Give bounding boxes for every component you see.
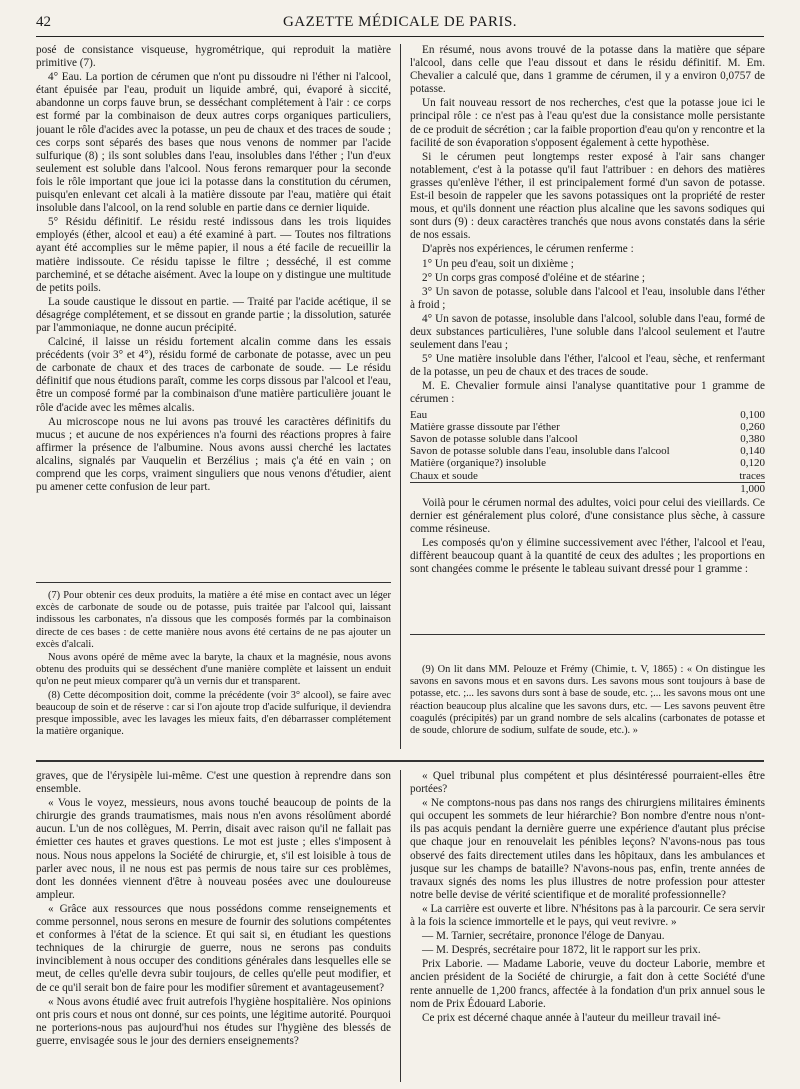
footnote: (7) Pour obtenir ces deux produits, la matière a été mise en contact avec un léger excès de carbonate de soude ou de potasse, puis traitée par l'alcool qui, laissant indissous les carbonates, n'a dissous que les composés formés par la combinaison directe de ces bases : de cette manière nous avons été certains de ne pas ajouter un excès d'alcali. xyxy=(36,590,391,650)
paragraph: « Vous le voyez, messieurs, nous avons touché beaucoup de points de la chirurgie des grands traumatismes, mais nous n'en avons résolûment abordé aucun. L'un de nos collègues, M. Perrin, disait avec raison qu'il ne fallait pas émietter ces hautes et graves questions. Le mot est juste ; elles s'imposent à nous. Nous nous appelons la Société de chirurgie, et, s'il est loisible à tous de parler avec nous, il ne nous est pas permis de nous taire sur ces problèmes, dont les données viennent d'être à nouveau posées avec une douloureuse ampleur. xyxy=(36,797,391,901)
paragraph: « Ne comptons-nous pas dans nos rangs des chirurgiens militaires éminents qui occupent les sommets de leur hiérarchie? Bon nombre d'entre nous n'ont-ils pas acquis pendant la dernière guerre une expérience d'autant plus précise que chaque jour en renouvelait les pénibles leçons? N'avons-nous pas tous observé des faits directement utiles dans les hôpitaux, dans les ambulances et jusque sur les champs de bataille? N'avons-nous pas, enfin, trente années de travaux signés des noms les plus illustres de notre profession pour attester notre belle devise de vérité scientifique et de moralité professionnelle? xyxy=(410,797,765,901)
paragraph: Si le cérumen peut longtemps rester exposé à l'air sans changer notablement, c'est à la potasse qu'il faut l'attribuer : en dehors des matières grasses qu'enlève l'éther, il est principalement formé d'un savon de potasse. Est-il besoin de rappeler que les savons potassiques ont la propriété de rester mous, et qu'ils donnent une réaction plus alcaline que les savons sodiques qui sont durs (9) : deux caractères tranchés que nous avons constatés dans la série de nos essais. xyxy=(410,150,765,242)
table-row xyxy=(410,433,765,445)
paragraph: Calciné, il laisse un résidu fortement alcalin comme dans les essais précédents (voir 3° et 4°), résidu formé de carbonate de potasse, avec un peu de carbonate de chaux et des traces de carbonate de soude. — Le résidu définitif que nous étudions paraît, comme les corps dissous par l'alcool et l'eau, être un composé formé par la combinaison d'une matière particulière jouant le rôle d'acide avec les mêmes alcalis. xyxy=(36,336,391,414)
footnote: Nous avons opéré de même avec la baryte, la chaux et la magnésie, nous avons obtenu des produits qui se desséchent d'une manière complète et laissent un enduit qu'on ne peut mieux comparer qu'à un vernis dur et transparent. xyxy=(36,652,391,688)
analysis-value: 0,380 xyxy=(740,432,765,445)
page-number: 42 xyxy=(36,14,51,30)
journal-title: GAZETTE MÉDICALE DE PARIS. xyxy=(282,14,518,30)
footnote-separator xyxy=(410,634,765,635)
paragraph: Voilà pour le cérumen normal des adultes, voici pour celui des vieillards. Ce dernier est généralement plus coloré, d'une consistance plus sèche, à cassure comme résineuse. xyxy=(410,496,765,536)
paragraph: 5° Résidu définitif. Le résidu resté indissous dans les trois liquides employés (éther, alcool et eau) a été examiné à part. — Toutes nos filtrations ayant été accomplies sur le même papier, il nous a été facile de recueillir la matière indissoute. Ce résidu tapisse le filtre ; desséché, il est comme parcheminé, et se détache aisément. Avec la loupe on y distingue une multitude de petits poils. xyxy=(36,216,391,294)
paragraph: graves, que de l'érysipèle lui-même. C'est une question à reprendre dans son ensemble. xyxy=(36,770,391,796)
analysis-value: 0,120 xyxy=(740,457,765,470)
table-row xyxy=(410,445,765,457)
paragraph: posé de consistance visqueuse, hygrométrique, qui reproduit la matière primitive (7). xyxy=(36,44,391,70)
page-header xyxy=(36,12,764,37)
bottom-right-column xyxy=(410,770,765,1082)
top-left-column xyxy=(36,44,391,572)
bottom-left-column xyxy=(36,770,391,1082)
paragraph: Au microscope nous ne lui avons pas trouvé les caractères définitifs du mucus ; et aucune de nos expériences n'a fourni des réactions propres à faire affirmer la présence de l'albumine. Nous avons aussi cherché les lactates alcalins, signalés par Vauquelin et Berzélius ; mais ç'a été en vain ; on comprend que les corps, vraiment singuliers que nous venons d'étudier, aient pu amener cette confusion de leur part. xyxy=(36,415,391,494)
paragraph: « Grâce aux ressources que nous possédons comme renseignements et comme personnel, nous serons en mesure de fournir des solutions compétentes et conformes à l'état de la science. Et qui sait si, en étudiant les questions techniques de la chirurgie de guerre, nous ne serons pas conduits invinciblement à nous occuper des conditions générales dans lesquelles elle se meut, de celles qu'elle devra subir toujours, de celles qu'elle peut modifier, et de ce qu'il serait bon de faire pour les modifier sûrement et avantageusement? xyxy=(36,902,391,994)
analysis-label: Chaux et soude xyxy=(410,469,478,482)
footnotes-left xyxy=(36,590,391,748)
paragraph: Prix Laborie. — Madame Laborie, veuve du docteur Laborie, membre et ancien président de la Société de chirurgie, a fait don à cette Société d'une rente annuelle de 1,200 francs, affectée à la fondation d'un prix annuel sous le nom de Prix Édouard Laborie. xyxy=(410,958,765,1010)
footnote: (8) Cette décomposition doit, comme la précédente (voir 3° alcool), se faire avec beaucoup de soin et de réserve : car si l'on ajoute trop d'acide sulfurique, il deviendra presque impossible, avec les lavages les mieux faits, d'en débarrasser complétement la matière organique. xyxy=(36,689,391,738)
paragraph: Un fait nouveau ressort de nos recherches, c'est que la potasse joue ici le principal rôle : ce n'est pas à l'eau qu'est due la consistance molle persistante de ce produit de sécrétion ; car la faible proportion d'eau qu'on y rencontre et la facilité de son évaporation s'opposent également à cette hypothèse. xyxy=(410,97,765,149)
paragraph: 3° Un savon de potasse, soluble dans l'alcool et l'eau, insoluble dans l'éther à froid ; xyxy=(410,285,765,311)
analysis-label: Matière (organique?) insoluble xyxy=(410,457,547,470)
paragraph: D'après nos expériences, le cérumen renferme : xyxy=(422,243,634,256)
analysis-table xyxy=(410,409,765,495)
analysis-label: Matière grasse dissoute par l'éther xyxy=(410,420,560,433)
analysis-value: 0,140 xyxy=(740,445,765,458)
paragraph: 2° Un corps gras composé d'oléine et de stéarine ; xyxy=(422,271,646,284)
paragraph: La soude caustique le dissout en partie. — Traité par l'acide acétique, il se désagrége complétement, et se dissout en grande partie ; la dissolution, saturée par l'ammoniaque, ne donne aucun précipité. xyxy=(36,295,391,334)
paragraph: 5° Une matière insoluble dans l'éther, l'alcool et l'eau, sèche, et renfermant de la potasse, un peu de chaux et des traces de soude. xyxy=(410,353,765,379)
table-row xyxy=(410,409,765,421)
analysis-label: Eau xyxy=(410,408,428,421)
paragraph: « Nous avons étudié avec fruit autrefois l'hygiène hospitalière. Nos opinions ont pris cours et nous ont donné, sur ces points, une légitime autorité. Pourquoi ne porterions-nous pas aujourd'hui nos études sur l'hygiène des blessés de guerre, envisagée sous le jour des derniers enseignements? xyxy=(36,995,391,1047)
table-row xyxy=(410,470,765,483)
footnote: (9) On lit dans MM. Pelouze et Frémy (Chimie, t. V, 1865) : « On distingue les savons en savons mous et en savons durs. Les savons mous sont toujours à base de potasse, etc. ;... les savons durs sont à base de soude, etc. ;... les savons mous ont une réaction beaucoup plus alcaline que les savons durs, etc. — Les savons peuvent être coagulés (précipités) par un grand nombre de sels alcalins (carbonates de potasse et de soude, chlorure de sodium, sulfate de soude, etc.). » xyxy=(410,664,765,737)
table-row xyxy=(410,457,765,469)
paragraph: M. E. Chevalier formule ainsi l'analyse quantitative pour 1 gramme de cérumen : xyxy=(410,380,765,406)
table-row xyxy=(410,421,765,433)
paragraph: 1° Un peu d'eau, soit un dixième ; xyxy=(422,257,574,270)
paragraph: « La carrière est ouverte et libre. N'hésitons pas à la parcourir. Ce sera servir à la fois la science immortelle et le pays, qui veut revivre. » xyxy=(410,902,765,929)
analysis-total: 1,000 xyxy=(719,482,765,495)
paragraph: — M. Tarnier, secrétaire, prononce l'éloge de Danyau. xyxy=(422,930,665,943)
paragraph: « Quel tribunal plus compétent et plus désintéressé pourraient-elles être portées? xyxy=(410,770,765,796)
footnote-separator xyxy=(36,582,391,583)
column-divider xyxy=(400,770,401,1082)
paragraph: Ce prix est décerné chaque année à l'auteur du meilleur travail iné- xyxy=(422,1011,721,1024)
paragraph: — M. Després, secrétaire pour 1872, lit le rapport sur les prix. xyxy=(422,944,701,957)
paragraph: Les composés qu'on y élimine successivement avec l'éther, l'alcool et l'eau, diffèrent beaucoup quant à la quantité de ceux des adultes ; les proportions en sont changées comme le présente le tableau suivant dressé pour 1 gramme : xyxy=(410,537,765,576)
table-total-row xyxy=(410,482,765,495)
analysis-value: 0,260 xyxy=(740,420,765,433)
footnote-right xyxy=(410,664,765,750)
paragraph: En résumé, nous avons trouvé de la potasse dans la matière que sépare l'alcool, dans celle que l'eau dissout et dans le résidu définitif. M. Em. Chevalier a calculé que, dans 1 gramme de cérumen, il y a environ 0,0757 de potasse. xyxy=(410,44,765,96)
analysis-label: Savon de potasse soluble dans l'alcool xyxy=(410,432,578,445)
paragraph: 4° Un savon de potasse, insoluble dans l'alcool, soluble dans l'eau, formé de deux substances particulières, l'une soluble dans l'alcool seulement et l'autre seulement dans l'eau ; xyxy=(410,312,765,352)
section-divider xyxy=(36,760,764,762)
top-right-column xyxy=(410,44,765,624)
analysis-value: 0,100 xyxy=(740,408,765,421)
analysis-label: Savon de potasse soluble dans l'eau, insoluble dans l'alcool xyxy=(410,445,670,458)
paragraph: 4° Eau. La portion de cérumen que n'ont pu dissoudre ni l'éther ni l'alcool, étant épuisée par l'eau, produit un liquide ambré, qui, évaporé à siccité, abandonne un corps fauve brun, se desséchant complétement à l'air : ce corps est formé par la combinaison de deux autres corps organiques particuliers, jouant le rôle d'acides avec la potasse, un peu de chaux et des traces de soude ; ces corps sont séparés des bases que nous venons de nommer par l'acide sulfurique (8) ; ils sont solubles dans l'eau, insolubles dans l'éther ; l'un d'eux seulement est soluble dans l'alcool. Nous ferons remarquer pour la seconde fois le rôle important que joue ici la potasse dans la constitution du cérumen, puisqu'en enlevant cet alcali à la matière dissoute par l'eau, matière qui était insoluble dans l'alcool, on la rend soluble en partie dans ce dernier liquide. xyxy=(36,71,391,215)
analysis-value: traces xyxy=(739,469,765,482)
column-divider xyxy=(400,44,401,749)
